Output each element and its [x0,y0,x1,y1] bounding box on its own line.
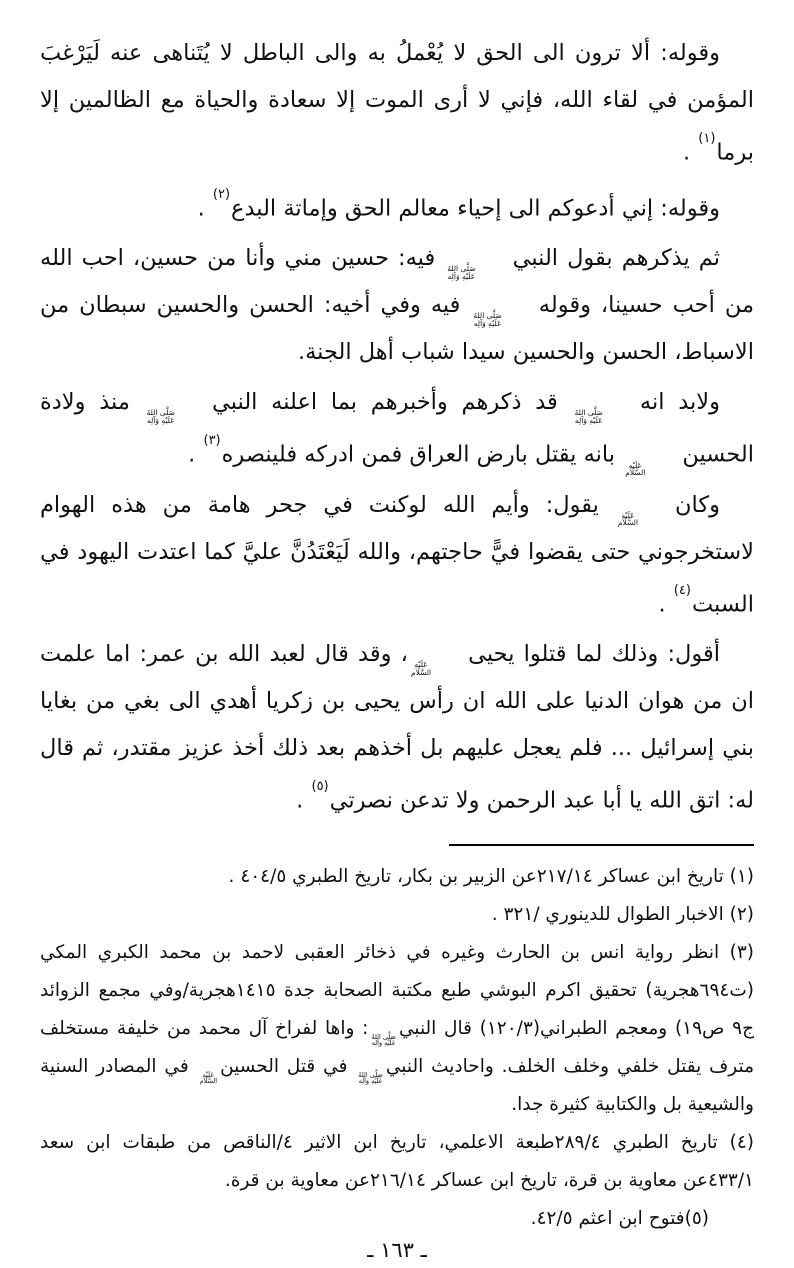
pbuh-mark: صَلَّى اللهُ عَلَيْهِ وَآلِه [473,311,502,328]
body-paragraph: ثم يذكرهم بقول النبي صَلَّى اللهُ عَلَيْهِ وَآلِه فيه: حسين مني وأنا من حسين، احب الله من أحب حسينا، وقوله صَلَّى اللهُ عَلَيْهِ وَآلِه فيه وفي أخيه: الحسن والحسين سبطان من الاسباط، الحسن والحسين سيدا شباب أهل الجنة. [40,245,754,365]
footnote-item: (٢) الاخبار الطوال للدينوري /٣٢١ . [491,903,754,925]
pbuh-mark: صَلَّى اللهُ عَلَيْهِ وَآلِه [447,264,476,281]
alayhis-salam-mark: عَلَيْهِ السَّلَام [617,510,639,528]
body-paragraph: ولابد انه صَلَّى اللهُ عَلَيْهِ وَآلِه قد ذكرهم وأخبرهم بما اعلنه النبي صَلَّى اللهُ عَلَيْهِ وَآلِه منذ ولادة الحسين عَلَيْهِ السَّلَام بانه يقتل بارض العراق فمن ادركه فلينصره$^{(٣)}$ . [40,389,754,478]
footnote-item: (١) تاريخ ابن عساكر ٢١٧/١٤عن الزبير بن بكار، تاريخ الطبري ٤٠٤/٥ . [228,865,754,887]
footnote-ref: (٣) [203,433,221,448]
pbuh-mark: صَلَّى اللهُ عَلَيْهِ وَآلِه [146,408,175,425]
footnote-ref: (٥) [311,779,329,794]
pbuh-mark: صَلَّى اللهُ عَلَيْهِ وَآلِه [358,1070,383,1086]
alayhis-salam-mark: عَلَيْهِ السَّلَام [410,660,432,677]
footnote-ref: (٢) [212,186,231,202]
body-paragraph: وكان عَلَيْهِ السَّلَام يقول: وأيم الله لوكنت في جحر هامة من هذه الهوام لاستخرجوني حتى يقضوا فيًّ حاجتهم، والله لَيَعْتَدُنَّ عليَّ كما اعتدت اليهود في السبت$^{(٤)}$ . [40,491,754,617]
footnote-ref: (٤) [673,582,691,598]
alayhis-salam-mark: عَلَيْهِ السَّلَام [625,460,646,478]
pbuh-mark: صَلَّى اللهُ عَلَيْهِ وَآلِه [574,408,603,425]
footnote-ref: (١) [698,131,716,146]
page-number: ـ ١٦٣ ـ [367,1237,427,1262]
body-paragraph: وقوله: إني أدعوكم الى إحياء معالم الحق وإماتة البدع$^{(٢)}$ . [197,186,720,221]
footnote-item: (٤) تاريخ الطبري ٢٨٩/٤طبعة الاعلمي، تاريخ ابن الاثير ٤/الناقص من طبقات ابن سعد ٤٣٣/١عن معاوية بن قرة، تاريخ ابن عساكر ٢١٦/١٤عن معاوية بن قرة. [40,1131,754,1191]
footnote-separator [449,844,754,846]
footnote-item: (٥)فتوح ابن اعثم ٤٢/٥. [530,1207,709,1229]
main-text-block [40,30,754,828]
body-paragraph: وقوله: ألا ترون الى الحق لا يُعْملُ به والى الباطل لا يُتَناهى عنه لَيَرْغبَ المؤمن في لقاء الله، فإني لا أرى الموت إلا سعادة والحياة مع الظالمين إلا برما$^{(١)}$ . [40,40,754,166]
pbuh-mark: صَلَّى اللهُ عَلَيْهِ وَآلِه [371,1032,396,1048]
alayhis-salam-mark: عَلَيْهِ السَّلَام [199,1070,218,1086]
body-paragraph: أقول: وذلك لما قتلوا يحيى عَلَيْهِ السَّلَام ، وقد قال لعبد الله بن عمر: اما علمت ان من هوان الدنيا على الله ان رأس يحيى بن زكريا أهدي الى بغي من بغايا بني إسرائيل ... فلم يعجل عليهم بل أخذهم بعد ذلك أخذ عزيز مقتدر، ثم قال له: اتق الله يا أبا عبد الرحمن ولا تدعن نصرتي$^{(٥)}$ . [40,641,754,814]
footnote-item: (٣) انظر رواية انس بن الحارث وغيره في ذخائر العقبى لاحمد بن محمد الكبري المكي (ت٦٩٤هجرية) تحقيق اكرم البوشي طبع مكتبة الصحابة جدة ١٤١٥هجرية/وفي مجمع الزوائد ج٩ ص١٩) ومعجم الطبراني(١٢٠/٣) قال النبي صَلَّى اللهُ عَلَيْهِ وَآلِه : واها لفراخ آل محمد من خليفة مستخلف مترف يقتل خلفي وخلف الخلف. واحاديث النبي صَلَّى اللهُ عَلَيْهِ وَآلِه في قتل الحسين عَلَيْهِ السَّلَام في المصادر السنية والشيعية بل والكتابية كثيرة جدا. [40,941,755,1115]
footnotes-block [40,858,754,1238]
